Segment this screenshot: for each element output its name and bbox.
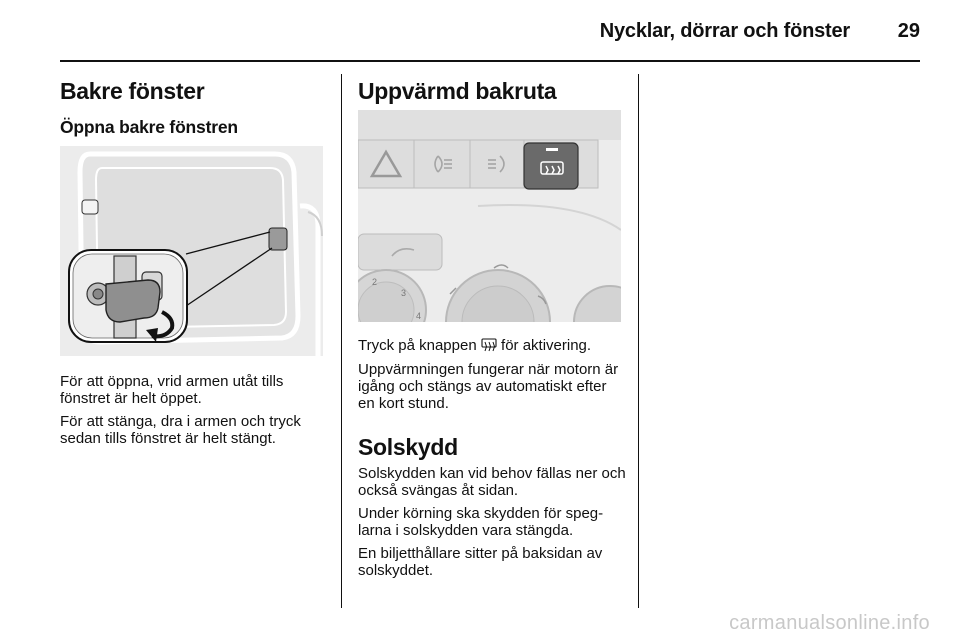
left-paragraph-2: För att stänga, dra i armen och tryck sedan tills fönstret är helt stängt. xyxy=(60,413,301,447)
rear-window-drawing xyxy=(60,146,323,356)
dial-number-3: 3 xyxy=(401,288,407,298)
section-heading-heated-rear-window: Uppvärmd bakruta xyxy=(358,78,557,104)
section-heading-rear-windows: Bakre fönster xyxy=(60,78,205,104)
page-number: 29 xyxy=(897,20,920,42)
section-heading-sun-visors: Solskydd xyxy=(358,434,458,460)
dial-number-2: 2 xyxy=(372,277,378,287)
header-rule xyxy=(60,60,920,62)
rear-window-illustration xyxy=(60,146,323,356)
subheading-open-rear-windows: Öppna bakre fönstren xyxy=(60,117,238,137)
middle-paragraph-2: Uppvärmningen fungerar när motorn är igång och stängs av automatiskt efter en kort stund. xyxy=(358,361,619,412)
watermark: carmanualsonline.info xyxy=(729,612,930,634)
dashboard-drawing xyxy=(358,110,621,322)
sun-visor-paragraph-2: Under körning ska skydden för speg-larna i solskydden vara stängda. xyxy=(358,505,604,539)
left-paragraph-1: För att öppna, vrid armen utåt tills fönstret är helt öppet. xyxy=(60,373,284,407)
rear-defrost-symbol-icon xyxy=(481,338,497,352)
dashboard-illustration xyxy=(358,110,621,322)
column-divider-right xyxy=(638,74,639,608)
activation-text: för aktivering. xyxy=(501,337,592,354)
dial-number-4: 4 xyxy=(416,311,422,321)
running-title: Nycklar, dörrar och fönster xyxy=(599,20,850,42)
column-divider-left xyxy=(341,74,342,608)
middle-paragraph-1 xyxy=(358,337,626,354)
press-button-text: Tryck på knappen xyxy=(358,337,477,354)
sun-visor-paragraph-3: En biljetthållare sitter på baksidan av solskyddet. xyxy=(358,545,603,579)
sun-visor-paragraph-1: Solskydden kan vid behov fällas ner och också svängas åt sidan. xyxy=(358,465,626,499)
